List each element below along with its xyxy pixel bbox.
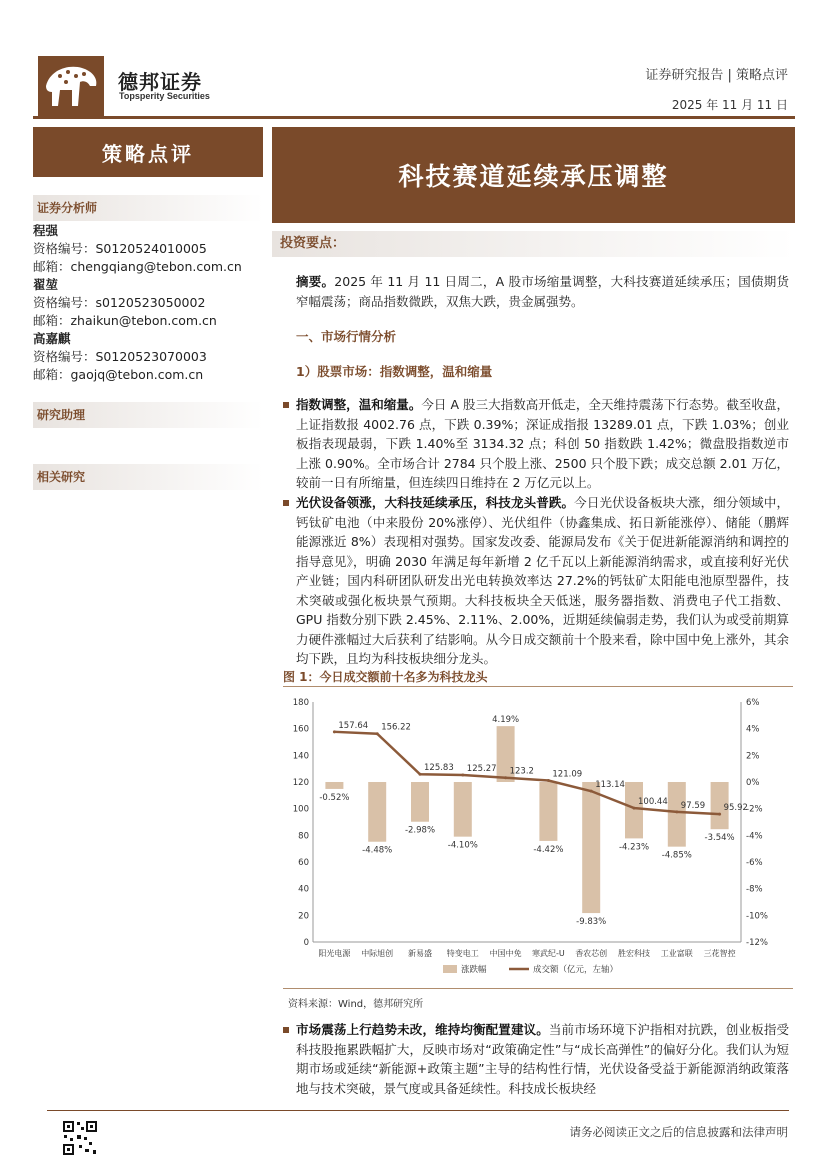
report-date: 2025 年 11 月 11 日 <box>671 98 788 112</box>
right-tick-label: 2% <box>746 751 760 762</box>
left-tick-label: 40 <box>298 884 309 895</box>
bar-data-label: -4.10% <box>447 840 478 851</box>
paragraph-index <box>296 395 789 493</box>
legend-line-label: 成交额（亿元，左轴） <box>533 965 619 975</box>
left-tick-label: 180 <box>292 698 309 708</box>
x-tick-label: 工业富联 <box>660 949 693 958</box>
bar-data-label: -4.42% <box>533 844 564 855</box>
turnover-point <box>504 776 507 779</box>
summary-text: 2025 年 11 月 11 日周二，A 股市场缩量调整，大科技赛道延续承压；国债期货窄幅震荡；商品指数微跌，双焦大跌，贵金属强势。 <box>296 274 789 309</box>
report-title: 科技赛道延续承压调整 <box>272 127 795 223</box>
left-tick-label: 100 <box>292 804 309 815</box>
logo-chinese-name: 德邦证券 <box>118 70 202 94</box>
figure-title: 图 1：今日成交额前十名多为科技龙头 <box>283 670 488 684</box>
paragraph-text: 今日光伏设备板块大涨，细分领域中，钙钛矿电池（中来股份 20%涨停）、光伏组件（协鑫集成、拓日新能涨停）、储能（鹏辉能源涨近 8%）表现相对强势。国家发改委、能源局发布《关于促进新能源消纳和调控的指导意见》，明确 2030 年满足每年新增 2 亿千瓦以上新能源消纳需求，或直接利好光伏产业链；国内科研团队研发出光电转换效率达 27.2%的钙钛矿太阳能电池原型器件，技术突破或强化板块景气预期。大科技板块全天低迷，服务器指数、消费电子代工指数、GPU 指数分别下跌 2.45%、2.11%、2.00%，近期延续偏弱走势，我们认为或受前期算力硬件涨幅过大后获利了结影响。从今日成交额前十个股来看，除中国中免上涨外，其余均下跌，且均为科技板块细分龙头。 <box>296 495 789 666</box>
right-tick-label: -8% <box>746 884 763 895</box>
bar-change <box>625 782 643 838</box>
turnover-point <box>419 773 422 776</box>
analyst-name: 高嘉麒 <box>33 331 71 346</box>
right-tick-label: 0% <box>746 778 760 788</box>
paragraph-text: 今日 A 股三大指数高开低走，全天维持震荡下行态势。截至收盘，上证指数报 4002.76 点，下跌 0.39%；深证成指报 13289.01 点，下跌 1.03%；创业板指表现最弱，下跌 1.40%至 3134.32 点；科创 50 指数跌 1.42%；微盘股指数逆市上涨 0.90%。全市场合计 2784 只个股上涨、2500 只个股下跌；成交总额 2.01 万亿，较前一日有所缩量，但连续四日维持在 2 万亿元以上。 <box>296 397 789 490</box>
turnover-top10-chart <box>283 690 793 986</box>
analyst-name: 翟堃 <box>33 277 59 292</box>
analyst-email[interactable]: 邮箱：zhaikun@tebon.com.cn <box>33 313 217 328</box>
turnover-point <box>675 810 678 813</box>
analyst-cert-id: 资格编号：s0120523050002 <box>33 295 206 310</box>
bar-data-label: -4.85% <box>661 850 692 861</box>
analyst-list <box>33 222 263 384</box>
left-tick-label: 20 <box>298 911 309 922</box>
left-tick-label: 0 <box>303 938 309 948</box>
line-data-label: 156.22 <box>381 722 411 733</box>
line-data-label: 121.09 <box>552 769 583 780</box>
paragraph-lead: 光伏设备领涨，大科技延续承压，科技龙头普跌。 <box>296 495 575 510</box>
analyst-entry <box>33 222 263 276</box>
analysts-label: 证券分析师 <box>33 195 263 221</box>
left-tick-label: 160 <box>292 724 309 735</box>
related-research-label[interactable]: 相关研究 <box>33 464 263 490</box>
x-tick-label: 中际旭创 <box>361 949 394 958</box>
analyst-name: 程强 <box>33 223 59 238</box>
legend-bar-label: 涨跌幅 <box>461 965 487 975</box>
bar-change <box>539 782 557 841</box>
bar-data-label: 4.19% <box>492 715 520 726</box>
paragraph-outlook <box>296 1020 789 1098</box>
bar-change <box>454 782 472 837</box>
summary-paragraph <box>296 272 789 311</box>
right-tick-label: -6% <box>746 858 763 868</box>
x-tick-label: 特变电工 <box>446 949 479 958</box>
turnover-point <box>633 807 636 810</box>
right-tick-label: -2% <box>746 804 763 815</box>
analyst-entry <box>33 330 263 384</box>
analyst-email[interactable]: 邮箱：gaojq@tebon.com.cn <box>33 367 204 382</box>
turnover-point <box>590 790 593 793</box>
assistant-label: 研究助理 <box>33 402 263 428</box>
analyst-cert-id: 资格编号：S0120524010005 <box>33 241 207 256</box>
left-tick-label: 80 <box>298 831 309 842</box>
company-logo-icon <box>38 56 104 116</box>
right-tick-label: -12% <box>746 938 768 948</box>
left-tick-label: 60 <box>298 858 309 868</box>
figure-top-rule <box>283 686 793 687</box>
report-type: 证券研究报告 | 策略点评 <box>645 68 788 83</box>
bar-data-label: -4.23% <box>618 842 650 853</box>
turnover-point <box>461 773 464 776</box>
x-tick-label: 阳光电源 <box>318 949 351 958</box>
line-data-label: 97.59 <box>680 800 706 811</box>
bar-change <box>368 782 386 842</box>
bar-change <box>325 782 343 789</box>
x-tick-label: 寒武纪-U <box>532 949 565 958</box>
bar-data-label: -3.54% <box>704 833 735 844</box>
category-banner: 策略点评 <box>33 127 263 177</box>
analyst-cert-id: 资格编号：S0120523070003 <box>33 349 207 364</box>
turnover-point <box>376 732 379 735</box>
analyst-entry <box>33 276 263 330</box>
turnover-point <box>547 779 550 782</box>
figure-bottom-rule <box>283 988 793 989</box>
x-tick-label: 香农芯创 <box>575 949 608 958</box>
line-data-label: 157.64 <box>338 720 369 731</box>
paragraph-lead: 市场震荡上行趋势未改，维持均衡配置建议。 <box>296 1022 549 1037</box>
footer-rule <box>47 1110 789 1111</box>
bar-data-label: -2.98% <box>404 825 436 836</box>
bar-change <box>411 782 429 822</box>
summary-lead: 摘要。 <box>296 274 335 289</box>
bullet-icon <box>283 500 289 506</box>
right-tick-label: -10% <box>746 911 768 922</box>
key-points-label: 投资要点： <box>272 231 795 257</box>
qr-code-icon[interactable] <box>62 1120 98 1156</box>
left-tick-label: 120 <box>292 778 309 788</box>
bar-data-label: -0.52% <box>319 792 350 803</box>
x-tick-label: 新易盛 <box>408 949 432 958</box>
header-rule <box>33 116 795 119</box>
footer-disclaimer: 请务必阅读正文之后的信息披露和法律声明 <box>569 1125 788 1139</box>
right-tick-label: 6% <box>746 698 760 708</box>
bar-change <box>582 782 600 913</box>
right-tick-label: -4% <box>746 831 763 842</box>
x-tick-label: 胜宏科技 <box>618 949 650 958</box>
section-heading-1: 一、市场行情分析 <box>296 329 397 344</box>
section-heading-1-1: 1）股票市场：指数调整，温和缩量 <box>296 364 493 379</box>
line-data-label: 113.14 <box>595 780 625 791</box>
bar-data-label: -9.83% <box>576 917 607 928</box>
line-data-label: 100.44 <box>638 797 668 808</box>
right-tick-label: 4% <box>746 724 760 735</box>
x-tick-label: 三花智控 <box>703 949 736 958</box>
line-data-label: 125.27 <box>466 763 497 774</box>
bar-change <box>668 782 686 847</box>
paragraph-lead: 指数调整，温和缩量。 <box>296 397 422 412</box>
turnover-point <box>718 813 721 816</box>
x-tick-label: 中国中免 <box>489 949 522 958</box>
line-data-label: 125.83 <box>424 763 454 774</box>
turnover-point <box>333 730 336 733</box>
line-data-label: 95.92 <box>723 803 748 814</box>
line-data-label: 123.2 <box>509 766 534 777</box>
bar-data-label: -4.48% <box>362 845 393 856</box>
bullet-icon <box>283 402 289 408</box>
left-tick-label: 140 <box>292 751 309 762</box>
analyst-email[interactable]: 邮箱：chengqiang@tebon.com.cn <box>33 259 242 274</box>
figure-source: 资料来源：Wind，德邦研究所 <box>288 999 424 1010</box>
legend-bar-swatch <box>443 965 457 973</box>
paragraph-text: 当前市场环境下沪指相对抗跌，创业板指受科技股拖累跌幅扩大，反映市场对“政策确定性”与“成长高弹性”的偏好分化。我们认为短期市场或延续“新能源+政策主题”主导的结构性行情，光伏设备受益于新能源消纳政策落地与技术突破，景气度或具备延续性。科技成长板块经 <box>296 1022 789 1096</box>
paragraph-sector <box>296 493 789 669</box>
logo-english-name: Topsperity Securities <box>119 91 210 101</box>
bullet-icon <box>283 1027 289 1033</box>
